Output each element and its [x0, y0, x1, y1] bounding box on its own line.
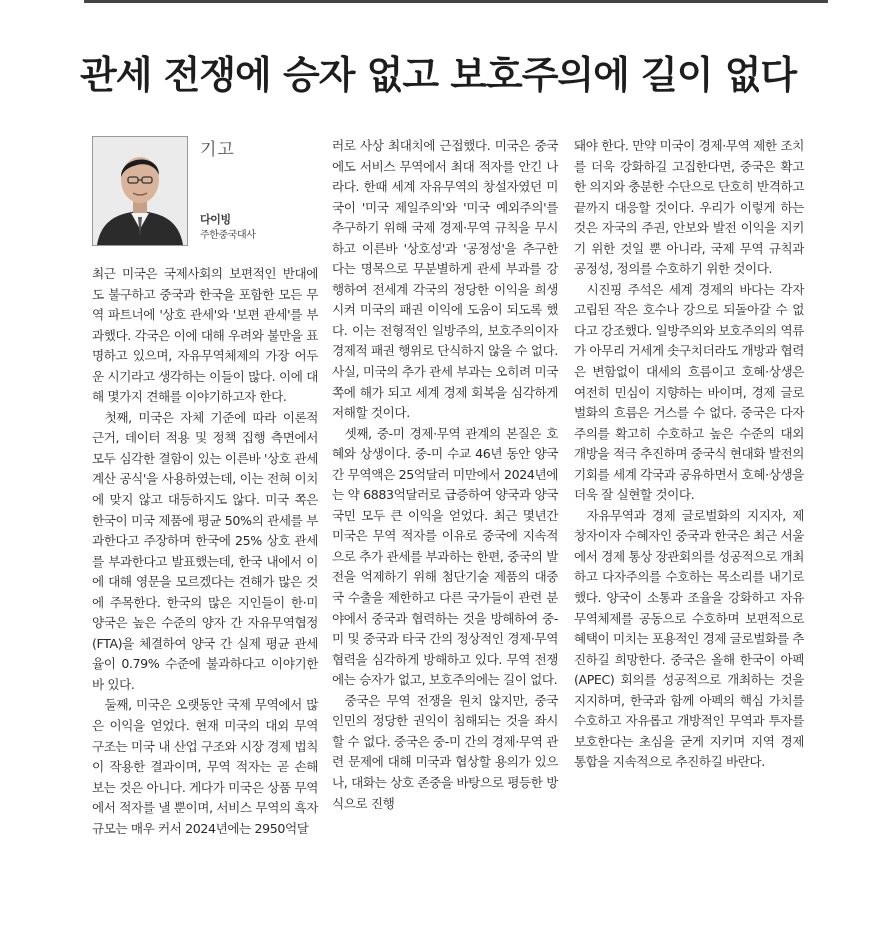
paragraph: 첫째, 미국은 자체 기준에 따라 이론적 근거, 데이터 적용 및 정책 집행 측면에서 모두 심각한 결함이 있는 이른바 '상호 관세 계산 공식'을 사용하였는데, 이는 전혀 이치에 맞지 않고 대등하지도 않다. 미국 쪽은 한국이 미국 제품에 평균 50%의 관세를 부과한다고 주장하며 한국에 25% 상호 관세를 부과한다고 발표했는데, 한국 내에서 이에 대해 영문을 모르겠다는 견해가 많은 것에 주목한다. 한국의 많은 지인들이 한·미 양국은 높은 수준의 양자 간 자유무역협정(FTA)을 체결하여 양국 간 실제 평균 관세율이 0.79% 수준에 불과하다고 이야기한 바 있다.: [92, 409, 318, 692]
author-photo: [92, 136, 188, 246]
paragraph: 시진핑 주석은 세계 경제의 바다는 각자 고립된 작은 호수나 강으로 되돌아갈 수 없다고 강조했다. 일방주의와 보호주의의 역류가 아무리 거세게 솟구치더라도 개방과 협력은 변함없이 대세의 흐름이고 호혜·상생은 여전히 민심이 지향하는 바이며, 경제 글로벌화의 흐름은 거스를 수 없다. 중국은 다자주의를 확고히 수호하고 높은 수준의 대외 개방을 적극 추진하며 중국식 현대화 발전의 기회를 세계 각국과 공유하면서 호혜·상생을 더욱 잘 실현할 것이다.: [574, 281, 804, 503]
article-column-1: [92, 136, 318, 839]
paragraph: 중국은 무역 전쟁을 원치 않지만, 중국 인민의 정당한 권익이 침해되는 것을 좌시할 수 없다. 중국은 중-미 간의 경제·무역 관련 문제에 대해 미국과 협상할 용의가 있으나, 대화는 상호 존중을 바탕으로 평등한 방식으로 진행: [332, 692, 558, 811]
author-name: 다이빙: [200, 213, 231, 226]
article-column-2: [332, 136, 558, 814]
author-portrait-icon: [93, 137, 187, 245]
author-title: 주한중국대사: [200, 230, 256, 241]
top-rule: [84, 0, 828, 3]
paragraph: 최근 미국은 국제사회의 보편적인 반대에도 불구하고 중국과 한국을 포함한 모든 무역 파트너에 '상호 관세'와 '보편 관세'를 부과했다. 각국은 이에 대해 우려와 불만을 표명하고 있으며, 자유무역체제의 가장 어두운 시기라고 생각하는 이들이 많다. 이에 대해 몇가지 견해를 이야기하고자 한다.: [92, 266, 318, 405]
paragraph: 돼야 한다. 만약 미국이 경제·무역 제한 조치를 더욱 강화하길 고집한다면, 중국은 확고한 의지와 충분한 수단으로 단호히 반격하고 끝까지 대응할 것이다. 우리가 이렇게 하는 것은 자국의 주권, 안보와 발전 이익을 지키기 위한 것일 뿐 아니라, 국제 무역 규칙과 공정성, 정의를 수호하기 위한 것이다.: [574, 138, 804, 277]
article-headline: 관세 전쟁에 승자 없고 보호주의에 길이 없다: [80, 52, 797, 97]
paragraph: 자유무역과 경제 글로벌화의 지지자, 제창자이자 수혜자인 중국과 한국은 최근 서울에서 경제 통상 장관회의를 성공적으로 개최하고 다자주의를 수호하는 목소리를 내기로 했다. 양국이 소통과 조율을 강화하고 자유무역체제를 공동으로 수호하며 보편적으로 혜택이 미치는 포용적인 경제 글로벌화를 추진하길 희망한다. 중국은 올해 한국이 아펙(APEC) 회의를 성공적으로 개최하는 것을 지지하며, 한국과 함께 아펙의 핵심 가치를 수호하고 자유롭고 개방적인 무역과 투자를 보호한다는 초심을 굳게 지키며 지역 경제 통합을 지속적으로 추진하길 바란다.: [574, 507, 804, 770]
paragraph: 둘째, 미국은 오랫동안 국제 무역에서 많은 이익을 얻었다. 현재 미국의 대외 무역 구조는 미국 내 산업 구조와 시장 경제 법칙이 작용한 결과이며, 무역 적자는 곧 손해 보는 것은 아니다. 게다가 미국은 상품 무역에서 적자를 낼 뿐이며, 서비스 무역의 흑자 규모는 매우 커서 2024년에는 2950억달: [92, 697, 318, 836]
paragraph: 러로 사상 최대치에 근접했다. 미국은 중국에도 서비스 무역에서 최대 적자를 안긴 나라다. 한때 세계 자유무역의 창설자였던 미국이 '미국 제일주의'와 '미국 예외주의'를 추구하기 위해 국제 경제·무역 규칙을 무시하고 이른바 '상호성'과 '공정성'을 추구한다는 명목으로 무분별하게 관세 부과를 강행하여 전세계 각국의 정당한 이익을 희생시켜 미국의 패권 이익에 도움이 되도록 했다. 이는 전형적인 일방주의, 보호주의이자 경제적 패권 행위로 단식하지 않을 수 없다. 사실, 미국의 추가 관세 부과는 오히려 미국 쪽에 해가 되고 세계 경제 회복을 심각하게 저해할 것이다.: [332, 138, 558, 421]
byline-box: [92, 136, 318, 248]
paragraph: 셋째, 중-미 경제·무역 관계의 본질은 호혜와 상생이다. 중-미 수교 46년 동안 양국 간 무역액은 25억달러 미만에서 2024년에는 약 6883억달러로 급증하여 양국과 양국 국민 모두 큰 이익을 얻었다. 최근 몇년간 미국은 무역 적자를 이유로 중국에 지속적으로 추가 관세를 부과하는 한편, 중국의 발전을 억제하기 위해 첨단기술 제품의 대중국 수출을 제한하고 다른 국가들이 관련 분야에서 중국과 협력하는 것을 방해하여 중-미 및 중국과 타국 간의 정상적인 경제·무역 협력을 심각하게 방해하고 있다. 무역 전쟁에는 승자가 없고, 보호주의에는 길이 없다.: [332, 425, 558, 688]
section-label: 기고: [200, 140, 235, 160]
article-column-3: [574, 136, 804, 773]
